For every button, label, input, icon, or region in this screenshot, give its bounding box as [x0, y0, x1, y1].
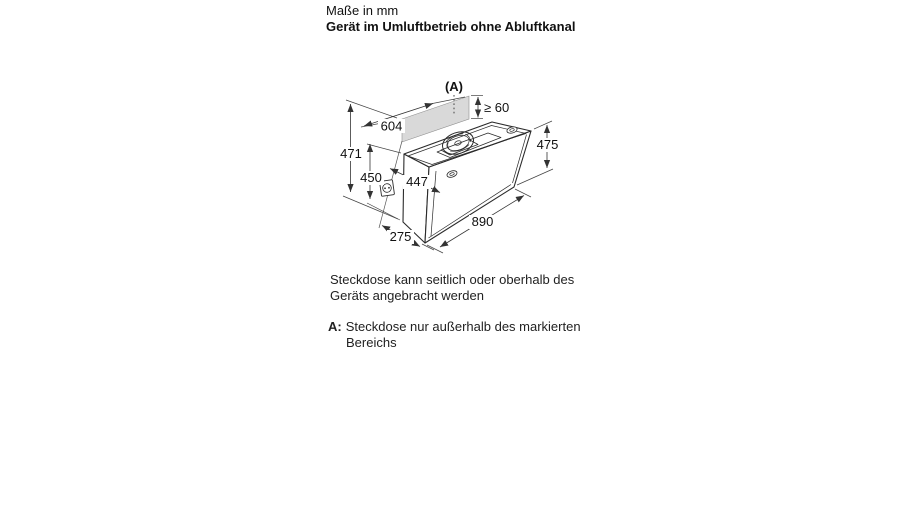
dim-front-height: 475	[536, 137, 559, 152]
dim-top-width: 604	[380, 118, 403, 134]
dim-front-width: 890	[471, 214, 494, 229]
marker-note-prefix: A:	[328, 319, 342, 334]
socket-note-line2: Geräts angebracht werden	[330, 287, 484, 303]
socket-note-line1: Steckdose kann seitlich oder oberhalb des	[330, 272, 575, 287]
marker-note-line2: Bereichs	[346, 334, 397, 350]
marker-note-line1: Steckdose nur außerhalb des markierten	[345, 319, 581, 334]
marker-label: (A)	[444, 79, 464, 94]
dim-clearance-above: ≥ 60	[484, 100, 510, 115]
page-title: Gerät im Umluftbetrieb ohne Abluftkanal	[326, 19, 576, 34]
dim-bottom-depth: 275	[389, 229, 412, 244]
socket-note	[330, 272, 574, 303]
dim-body-height: 450	[360, 170, 382, 185]
marker-note	[328, 319, 581, 350]
dim-total-height: 471	[340, 146, 362, 161]
units-note: Maße in mm	[326, 3, 399, 18]
dim-front-panel: 447	[406, 174, 428, 189]
